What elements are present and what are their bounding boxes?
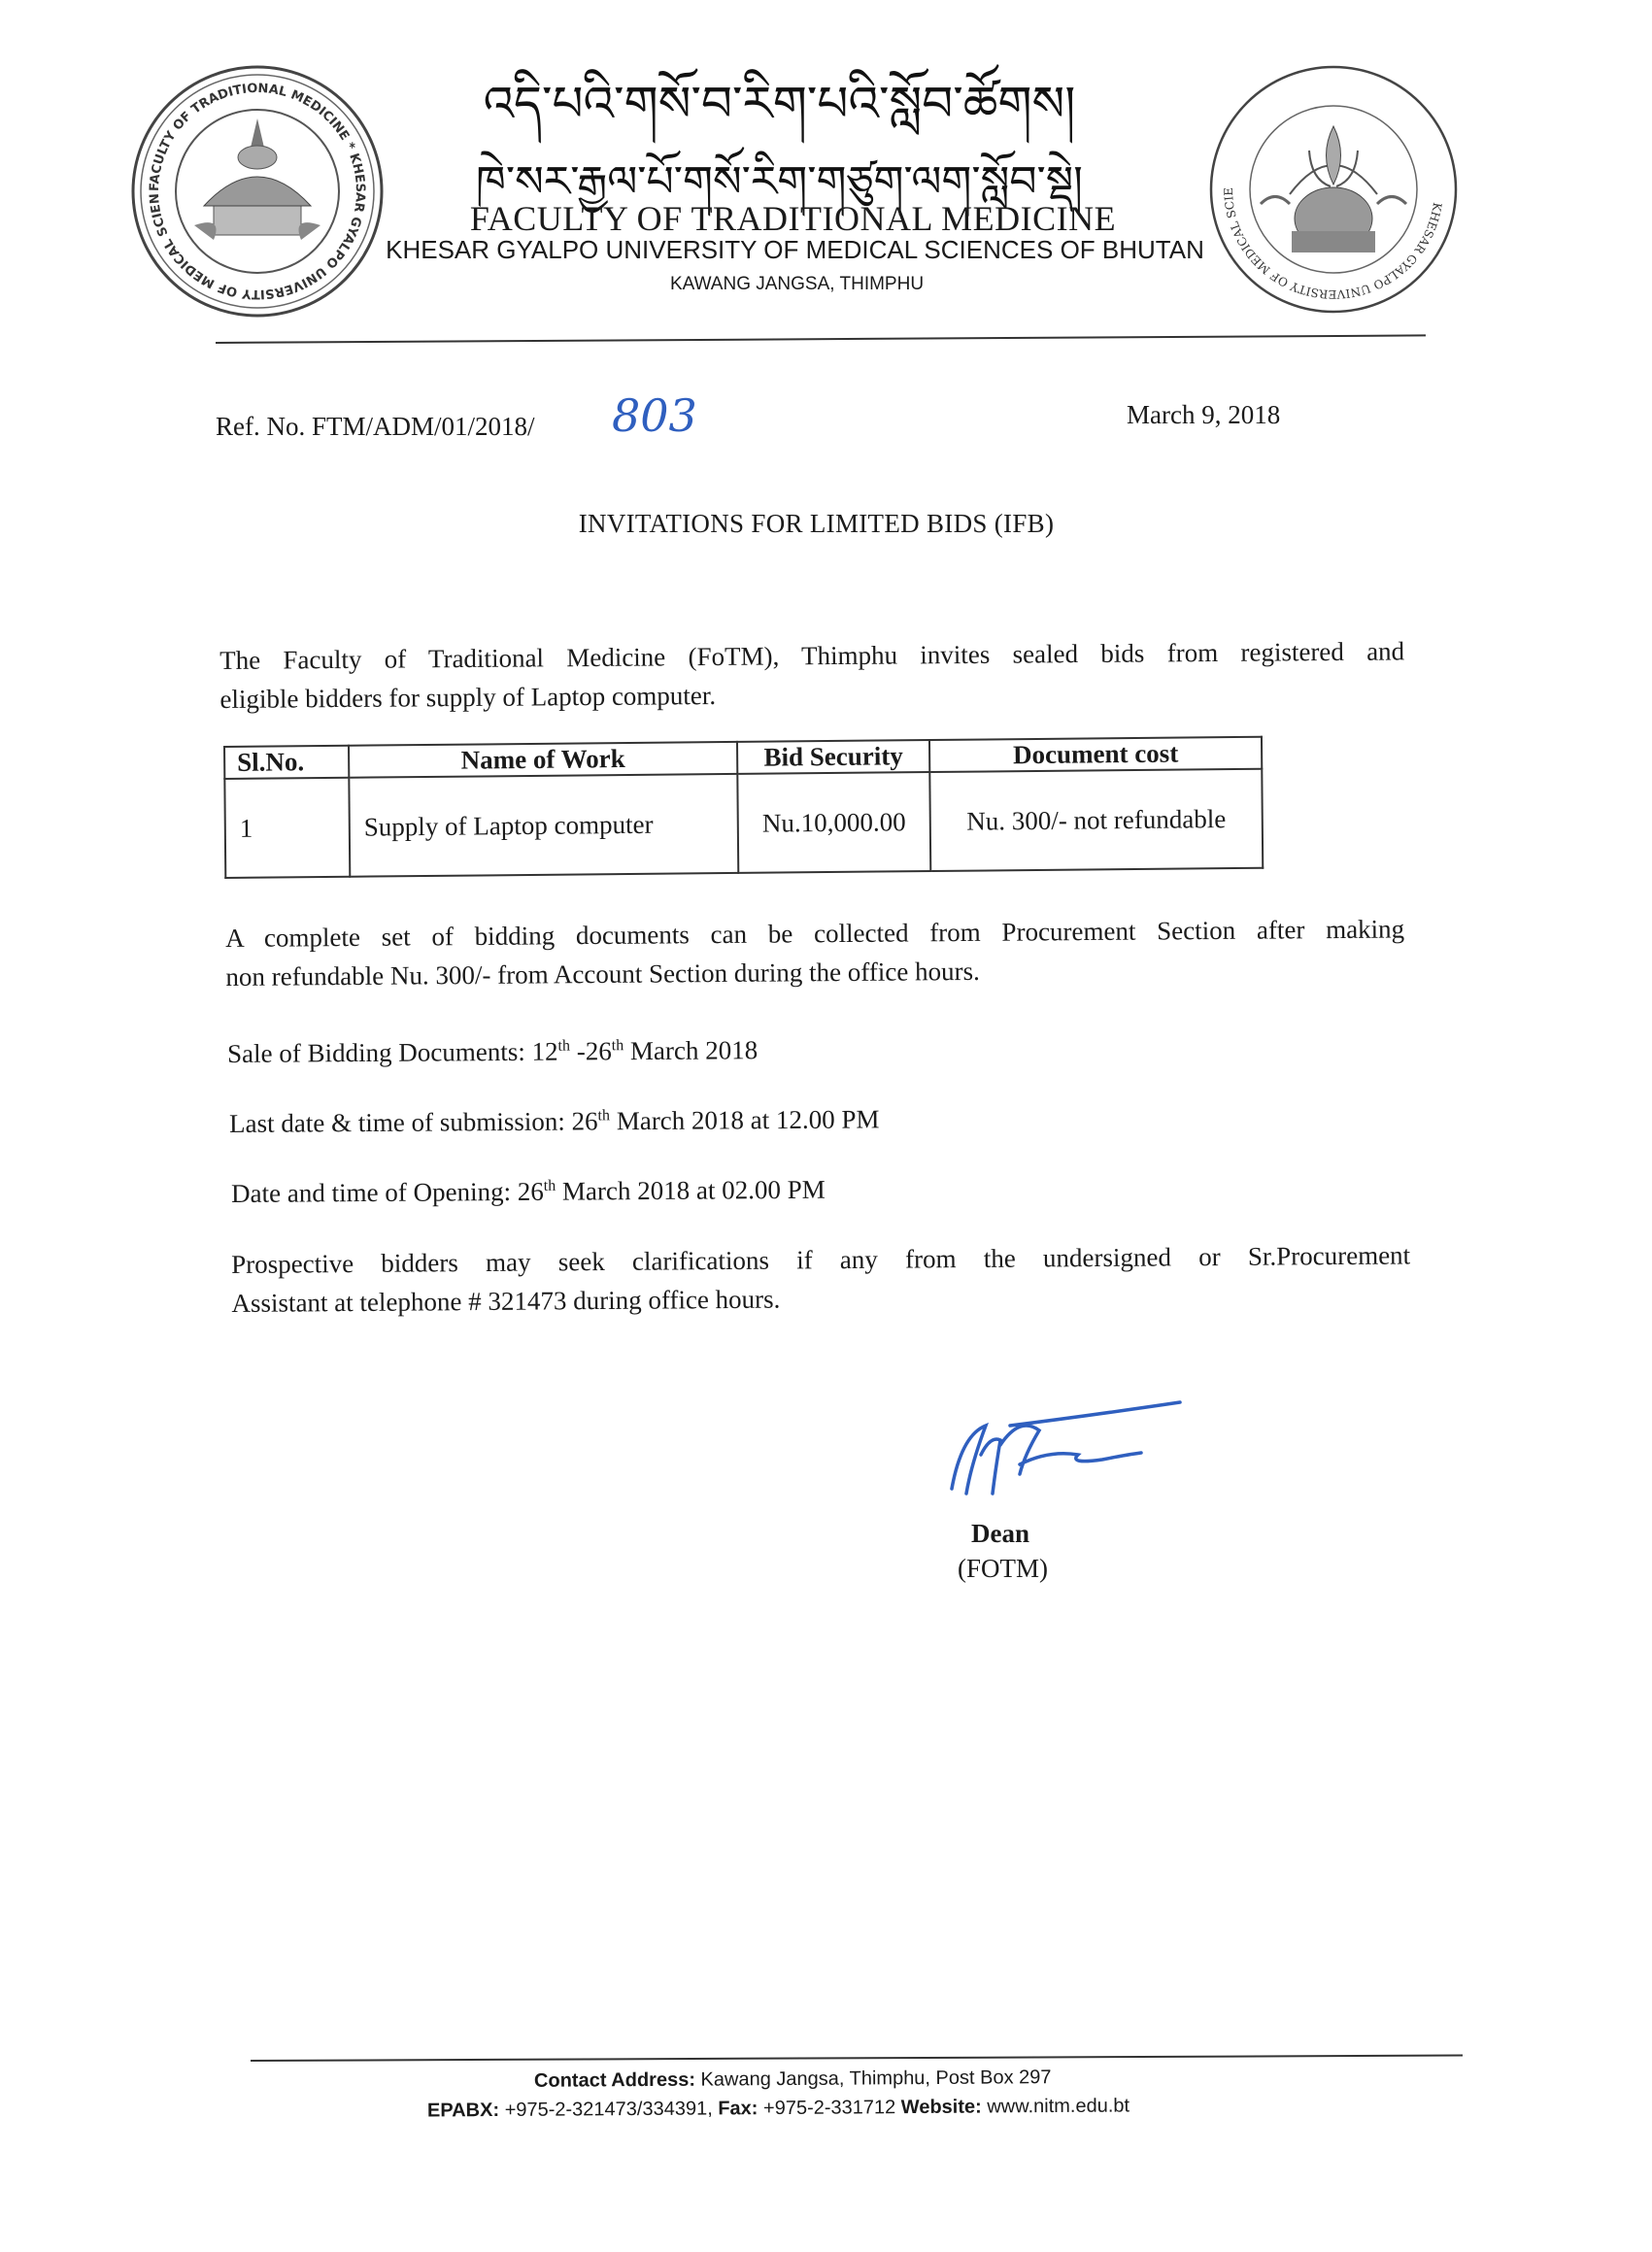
university-name: KHESAR GYALPO UNIVERSITY OF MEDICAL SCIENCES OF BHUTAN	[386, 235, 1204, 264]
clarification-line-1: Prospective bidders may seek clarifications if any from the undersigned or Sr.Procurement	[231, 1240, 1411, 1279]
handwritten-signature	[932, 1396, 1204, 1518]
document-heading: INVITATIONS FOR LIMITED BIDS (IFB)	[578, 509, 1055, 538]
cell-document-cost: Nu. 300/- not refundable	[929, 769, 1263, 871]
col-document-cost: Document cost	[929, 737, 1262, 772]
intro-paragraph	[219, 631, 1405, 719]
opening-time: Date and time of Opening: 26th March 2018 at 02.00 PM	[231, 1174, 826, 1208]
faculty-title: FACULTY OF TRADITIONAL MEDICINE	[469, 199, 1117, 238]
clarification-paragraph	[231, 1235, 1411, 1323]
signatory-title: Dean	[971, 1519, 1029, 1548]
cell-bid-security: Nu.10,000.00	[737, 772, 930, 873]
signatory-org: (FOTM)	[958, 1554, 1048, 1583]
contact-address: Contact Address: Kawang Jangsa, Thimphu, Post Box 297	[533, 2067, 1052, 2092]
dzongkha-faculty-name: འདི་པའི་གསོ་བ་རིག་པའི་སློབ་ཚོགས།	[483, 76, 1076, 132]
footer-rule	[251, 2055, 1463, 2062]
table-row	[224, 769, 1263, 878]
collection-line-2: non refundable Nu. 300/- from Account Section during the office hours.	[225, 956, 980, 992]
intro-line-2: eligible bidders for supply of Laptop computer.	[219, 680, 717, 714]
contact-numbers: EPABX: +975-2-321473/334391, Fax: +975-2-331712 Website: www.nitm.edu.bt	[426, 2095, 1130, 2122]
cell-name-of-work: Supply of Laptop computer	[349, 774, 738, 877]
submission-deadline: Last date & time of submission: 26th March 2018 at 12.00 PM	[229, 1104, 880, 1138]
handwritten-ref-number	[608, 387, 734, 450]
sale-of-documents: Sale of Bidding Documents: 12th -26th March 2018	[227, 1035, 759, 1068]
intro-line-1: The Faculty of Traditional Medicine (FoTM), Thimphu invites sealed bids from registered and	[219, 636, 1405, 675]
clarification-line-2: Assistant at telephone # 321473 during office hours.	[231, 1284, 781, 1318]
col-slno: Sl.No.	[224, 746, 349, 779]
cell-slno: 1	[224, 778, 350, 878]
dzongkha-university-name: ཁེ་སར་རྒྱལ་པོ་གསོ་རིག་གཙུག་ལག་སློབ་སྡེ།	[476, 157, 1083, 207]
header-rule	[216, 334, 1426, 344]
location: KAWANG JANGSA, THIMPHU	[669, 274, 925, 294]
bid-table	[223, 736, 1264, 879]
collection-paragraph	[225, 909, 1405, 996]
svg-text:FACULTY OF TRADITIONAL MEDICIN: FACULTY OF TRADITIONAL MEDICINE * KHESAR GYALPO UNIVERSITY OF MEDICAL SCIEN	[147, 81, 368, 302]
col-bid-security: Bid Security	[737, 740, 929, 774]
col-name-of-work: Name of Work	[349, 742, 737, 778]
svg-text:KHESAR GYALPO UNIVERSITY OF ME: KHESAR GYALPO UNIVERSITY OF MEDICAL SCIE	[1221, 186, 1445, 302]
letter-date: March 9, 2018	[1127, 400, 1281, 429]
svg-text:803: 803	[612, 389, 697, 442]
collection-line-1: A complete set of bidding documents can be collected from Procurement Section after making	[225, 914, 1405, 953]
ref-label: Ref. No. FTM/ADM/01/2018/	[216, 412, 535, 441]
